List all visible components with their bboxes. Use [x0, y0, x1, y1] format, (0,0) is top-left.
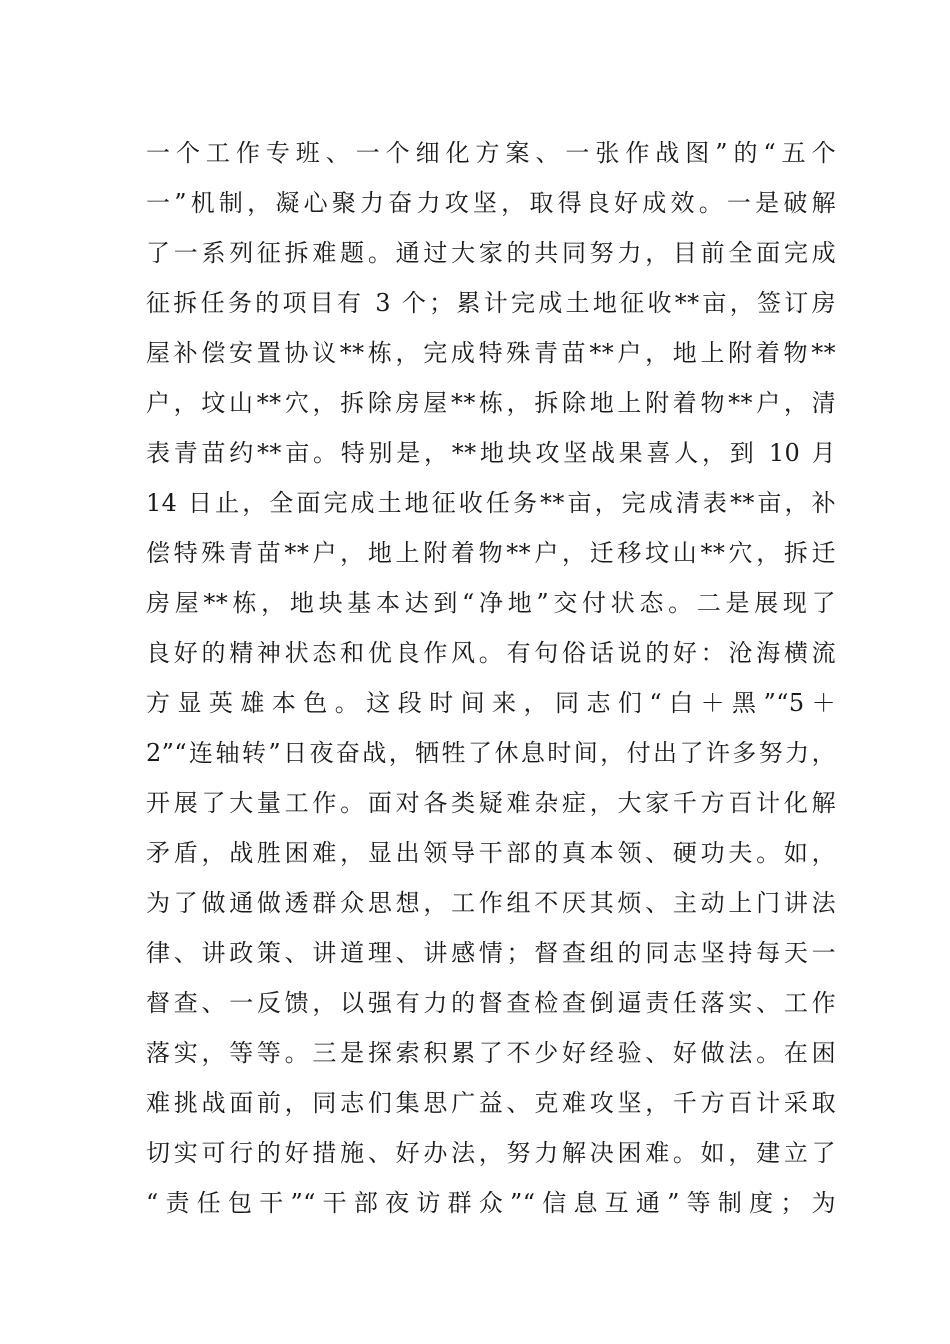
text-line: 屋补偿安置协议**栋，完成特殊青苗**户，地上附着物** — [146, 339, 836, 367]
text-line: 表青苗约**亩。特别是，**地块攻坚战果喜人，到 10 月 — [146, 439, 836, 467]
text-line: 落实，等等。三是探索积累了不少好经验、好做法。在困 — [146, 1039, 836, 1067]
text-line: 一个工作专班、一个细化方案、一张作战图”的“五个 — [146, 139, 836, 167]
text-line: 开展了大量工作。面对各类疑难杂症，大家千方百计化解 — [146, 789, 836, 817]
text-line: 房屋**栋，地块基本达到“净地”交付状态。二是展现了 — [146, 589, 836, 617]
text-line: 良好的精神状态和优良作风。有句俗话说的好：沧海横流 — [146, 639, 836, 667]
text-line: 方显英雄本色。这段时间来，同志们“白＋黑”“5＋ — [146, 689, 836, 717]
body-paragraph — [146, 128, 836, 1228]
text-line: 了一系列征拆难题。通过大家的共同努力，目前全面完成 — [146, 239, 836, 267]
text-line: 偿特殊青苗**户，地上附着物**户，迁移坟山**穴，拆迁 — [146, 539, 836, 567]
text-line: 督查、一反馈，以强有力的督查检查倒逼责任落实、工作 — [146, 989, 836, 1017]
text-line: 难挑战面前，同志们集思广益、克难攻坚，千方百计采取 — [146, 1089, 836, 1117]
text-line: 矛盾，战胜困难，显出领导干部的真本领、硬功夫。如， — [146, 839, 836, 867]
text-line: 为了做通做透群众思想，工作组不厌其烦、主动上门讲法 — [146, 889, 836, 917]
text-line: 14 日止，全面完成土地征收任务**亩，完成清表**亩，补 — [146, 489, 836, 517]
text-line: 征拆任务的项目有 3 个；累计完成土地征收**亩，签订房 — [146, 289, 836, 317]
text-line: 一”机制，凝心聚力奋力攻坚，取得良好成效。一是破解 — [146, 189, 836, 217]
text-line: 2”“连轴转”日夜奋战，牺牲了休息时间，付出了许多努力， — [146, 739, 836, 767]
text-line: “责任包干”“干部夜访群众”“信息互通”等制度；为 — [146, 1189, 836, 1217]
text-line: 户，坟山**穴，拆除房屋**栋，拆除地上附着物**户，清 — [146, 389, 836, 417]
text-line: 切实可行的好措施、好办法，努力解决困难。如，建立了 — [146, 1139, 836, 1167]
text-line: 律、讲政策、讲道理、讲感情；督查组的同志坚持每天一 — [146, 939, 836, 967]
